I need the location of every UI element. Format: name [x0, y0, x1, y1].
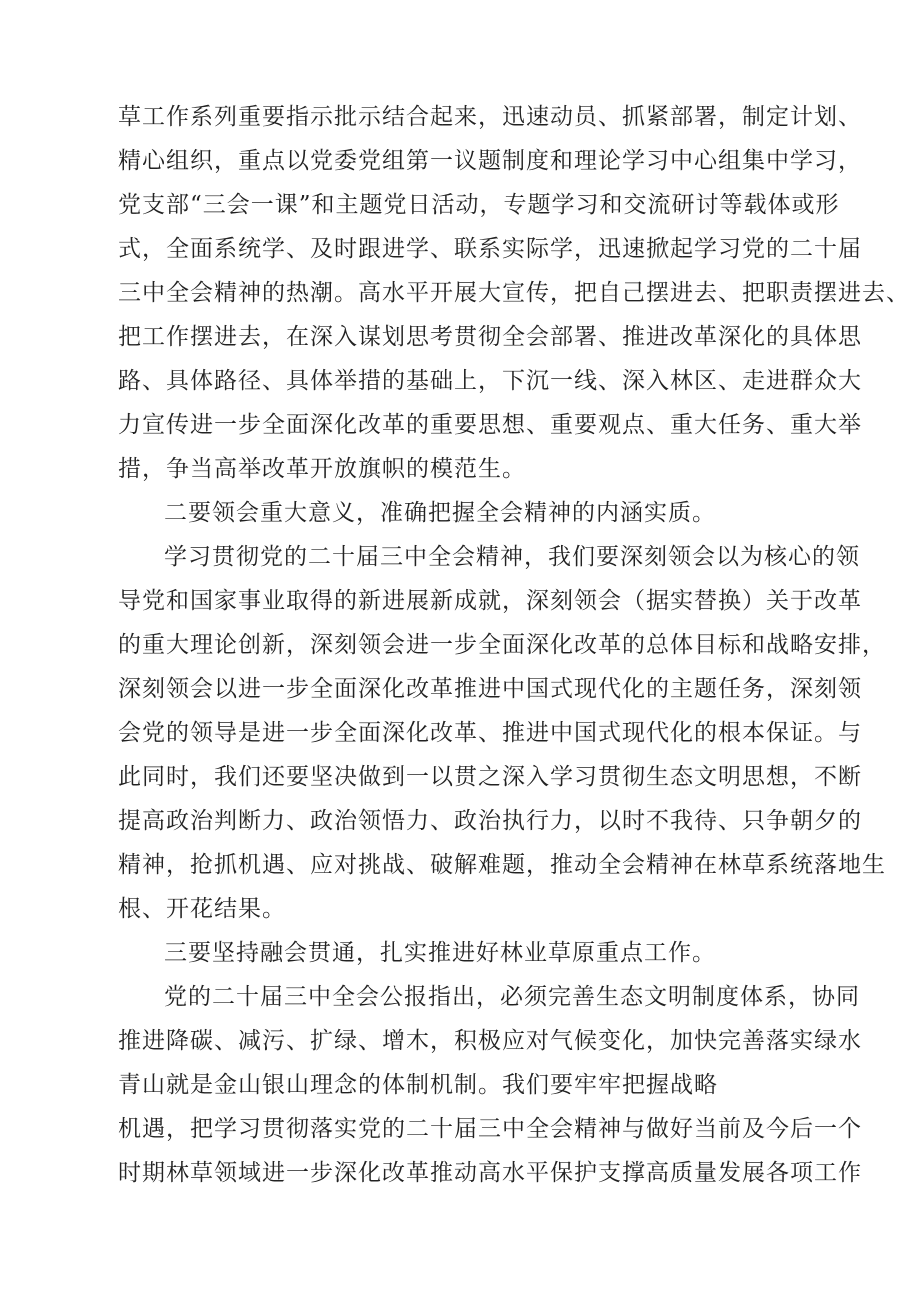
text-line: 党的二十届三中全会公报指出，必须完善生态文明制度体系，协同 [164, 984, 860, 1010]
text-line: 精神，抢抓机遇、应对挑战、破解难题，推动全会精神在林草系统落地生 [118, 852, 886, 878]
text-line: 学习贯彻党的二十届三中全会精神，我们要深刻领会以为核心的领 [164, 544, 860, 570]
text-line: 导党和国家事业取得的新进展新成就，深刻领会（据实替换）关于改革 [118, 588, 862, 614]
text-line: 党支部“三会一课”和主题党日活动，专题学习和交流研讨等载体或形 [118, 192, 840, 218]
text-line: 时期林草领域进一步深化改革推动高水平保护支撑高质量发展各项工作 [118, 1160, 862, 1186]
text-line: 提高政治判断力、政治领悟力、政治执行力，以时不我待、只争朝夕的 [118, 808, 862, 834]
text-line: 会党的领导是进一步全面深化改革、推进中国式现代化的根本保证。与 [118, 720, 862, 746]
text-line: 推进降碳、减污、扩绿、增木，积极应对气候变化，加快完善落实绿水 [118, 1028, 862, 1054]
text-line: 精心组织，重点以党委党组第一议题制度和理论学习中心组集中学习， [118, 148, 862, 174]
text-line: 式，全面系统学、及时跟进学、联系实际学，迅速掀起学习党的二十届 [118, 236, 862, 262]
text-line: 措，争当高举改革开放旗帜的模范生。 [118, 456, 526, 482]
text-line: 草工作系列重要指示批示结合起来，迅速动员、抓紧部署，制定计划、 [118, 104, 862, 130]
text-line: 路、具体路径、具体举措的基础上，下沉一线、深入林区、走进群众大 [118, 368, 862, 394]
text-line: 此同时，我们还要坚决做到一以贯之深入学习贯彻生态文明思想，不断 [118, 764, 862, 790]
text-line: 把工作摆进去，在深入谋划思考贯彻全会部署、推进改革深化的具体思 [118, 324, 862, 350]
section-heading: 三要坚持融会贯通，扎实推进好林业草原重点工作。 [164, 940, 716, 966]
section-heading: 二要领会重大意义，准确把握全会精神的内涵实质。 [164, 500, 716, 526]
text-line: 青山就是金山银山理念的体制机制。我们要牢牢把握战略 [118, 1072, 718, 1098]
text-line: 三中全会精神的热潮。高水平开展大宣传，把自己摆进去、把职责摆进去、 [118, 280, 910, 306]
text-line: 的重大理论创新，深刻领会进一步全面深化改革的总体目标和战略安排， [118, 632, 886, 658]
text-line: 机遇，把学习贯彻落实党的二十届三中全会精神与做好当前及今后一个 [118, 1116, 862, 1142]
text-line: 深刻领会以进一步全面深化改革推进中国式现代化的主题任务，深刻领 [118, 676, 862, 702]
text-line: 力宣传进一步全面深化改革的重要思想、重要观点、重大任务、重大举 [118, 412, 862, 438]
text-line: 根、开花结果。 [118, 896, 286, 922]
